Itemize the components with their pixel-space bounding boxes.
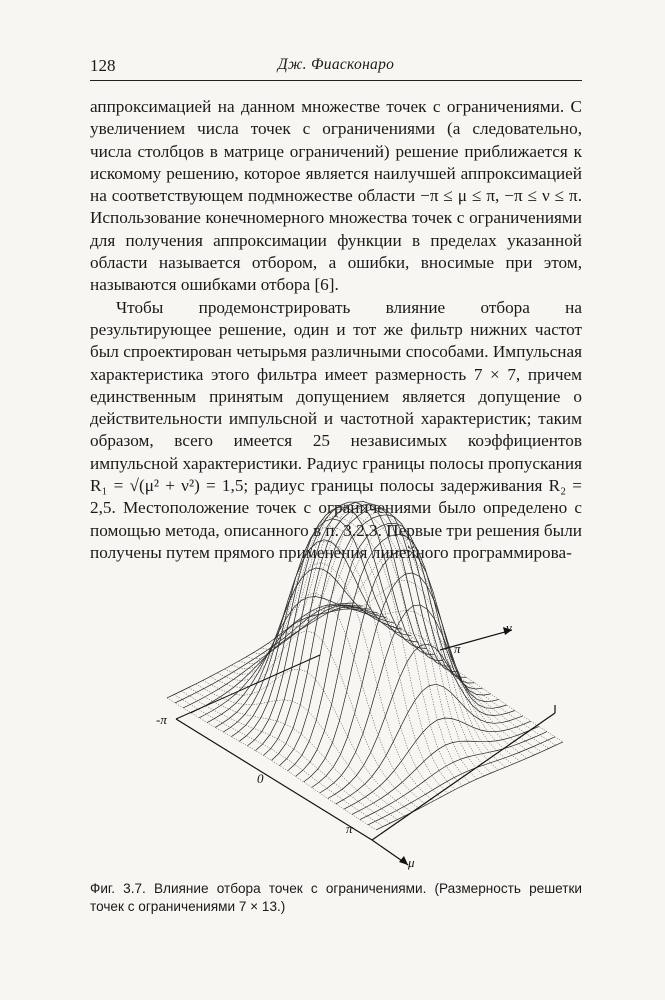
- header-rule: [90, 80, 582, 81]
- nu-axis-line: [440, 630, 512, 650]
- mesh-line-u-2: [183, 606, 370, 708]
- figure-caption: Фиг. 3.7. Влияние отбора точек с ограничениями. (Размерность решетки точек с ограничениями 7 × 13.): [90, 881, 582, 914]
- axis-label-pi-nu: π: [454, 641, 461, 656]
- running-title: Дж. Фиасконаро: [277, 56, 395, 73]
- page-header: [90, 56, 582, 80]
- figure-3-7: [140, 495, 580, 875]
- axis-label-nu: ν: [506, 620, 512, 635]
- mesh-line-u-0: [167, 603, 354, 698]
- mesh-line-u-7: [223, 540, 410, 732]
- frequency-response-surface: [140, 495, 580, 875]
- mesh-line-u-17: [304, 550, 491, 782]
- mesh-line-u-24: [360, 732, 547, 820]
- mesh-line-u-22: [344, 718, 531, 809]
- mesh-line-v-7: [217, 593, 426, 805]
- surface-mesh: [167, 502, 563, 830]
- mesh-line-u-20: [328, 644, 515, 798]
- mesh-line-v-3: [189, 688, 398, 820]
- mesh-line-u-12: [264, 504, 451, 755]
- body-text: [90, 96, 582, 564]
- mesh-line-u-26: [376, 742, 563, 830]
- paragraph-1: аппроксимацией на данном множестве точек с ограничениями. С увеличением числа точек с ограничениями (а следовательно, числа столбцов в матрице ограничений) решение приближается к искомому решению, которое является наилучшей аппроксимацией на соответствующем подмножестве области −π ≤ μ ≤ π, −π ≤ ν ≤ π. Использование конечномерного множества точек с ограничениями для получения аппроксимации функции в пределах указанной области называется отбором, а ошибки, вносимые при этом, называются ошибками отбора [6].: [90, 97, 582, 295]
- mesh-line-v-8: [225, 563, 434, 801]
- paragraph-2: Чтобы продемонстрировать влияние отбора на результирующее решение, один и тот же фильтр нижних частот был спроектирован четырьмя различными способами. Импульсная характеристика этого фильтра имеет размерность 7 × 7, причем единственным принятым допущением является допущение о действительности импульсной и частотной характеристик; таким образом, всего имеется 25 независимых коэффициентов импульсной характеристики. Радиус границы полосы пропускания R₁ = √(μ² + ν²) = 1,5; радиус границы полосы задерживания R₂ = 2,5. Местоположение точек с ограничениями было определено с помощью метода, описанного в п. 3.2.3. Первые три решения были получены путем прямого применения линейного программирова-: [90, 297, 582, 562]
- axis-label-pi-mu: π: [346, 821, 353, 836]
- base-edge: [176, 655, 320, 719]
- mesh-line-v-15: [275, 502, 484, 777]
- mesh-line-v-22: [325, 606, 534, 756]
- mesh-line-u-13: [272, 509, 459, 761]
- mesh-line-v-0: [167, 698, 376, 830]
- mu-axis-arrowhead: [399, 856, 408, 865]
- mesh-line-v-5: [203, 669, 412, 812]
- axis-label-zero: 0: [257, 771, 264, 786]
- page-number: 128: [90, 56, 116, 75]
- axis-label-minus-pi: -π: [156, 712, 167, 727]
- mesh-line-u-6: [215, 568, 402, 727]
- mesh-line-u-10: [247, 502, 434, 746]
- mu-axis-line: [176, 719, 372, 840]
- mesh-line-v-13: [261, 505, 470, 782]
- axis-label-mu: μ: [408, 855, 415, 870]
- mesh-line-v-21: [318, 607, 527, 758]
- mesh-line-u-25: [368, 737, 555, 825]
